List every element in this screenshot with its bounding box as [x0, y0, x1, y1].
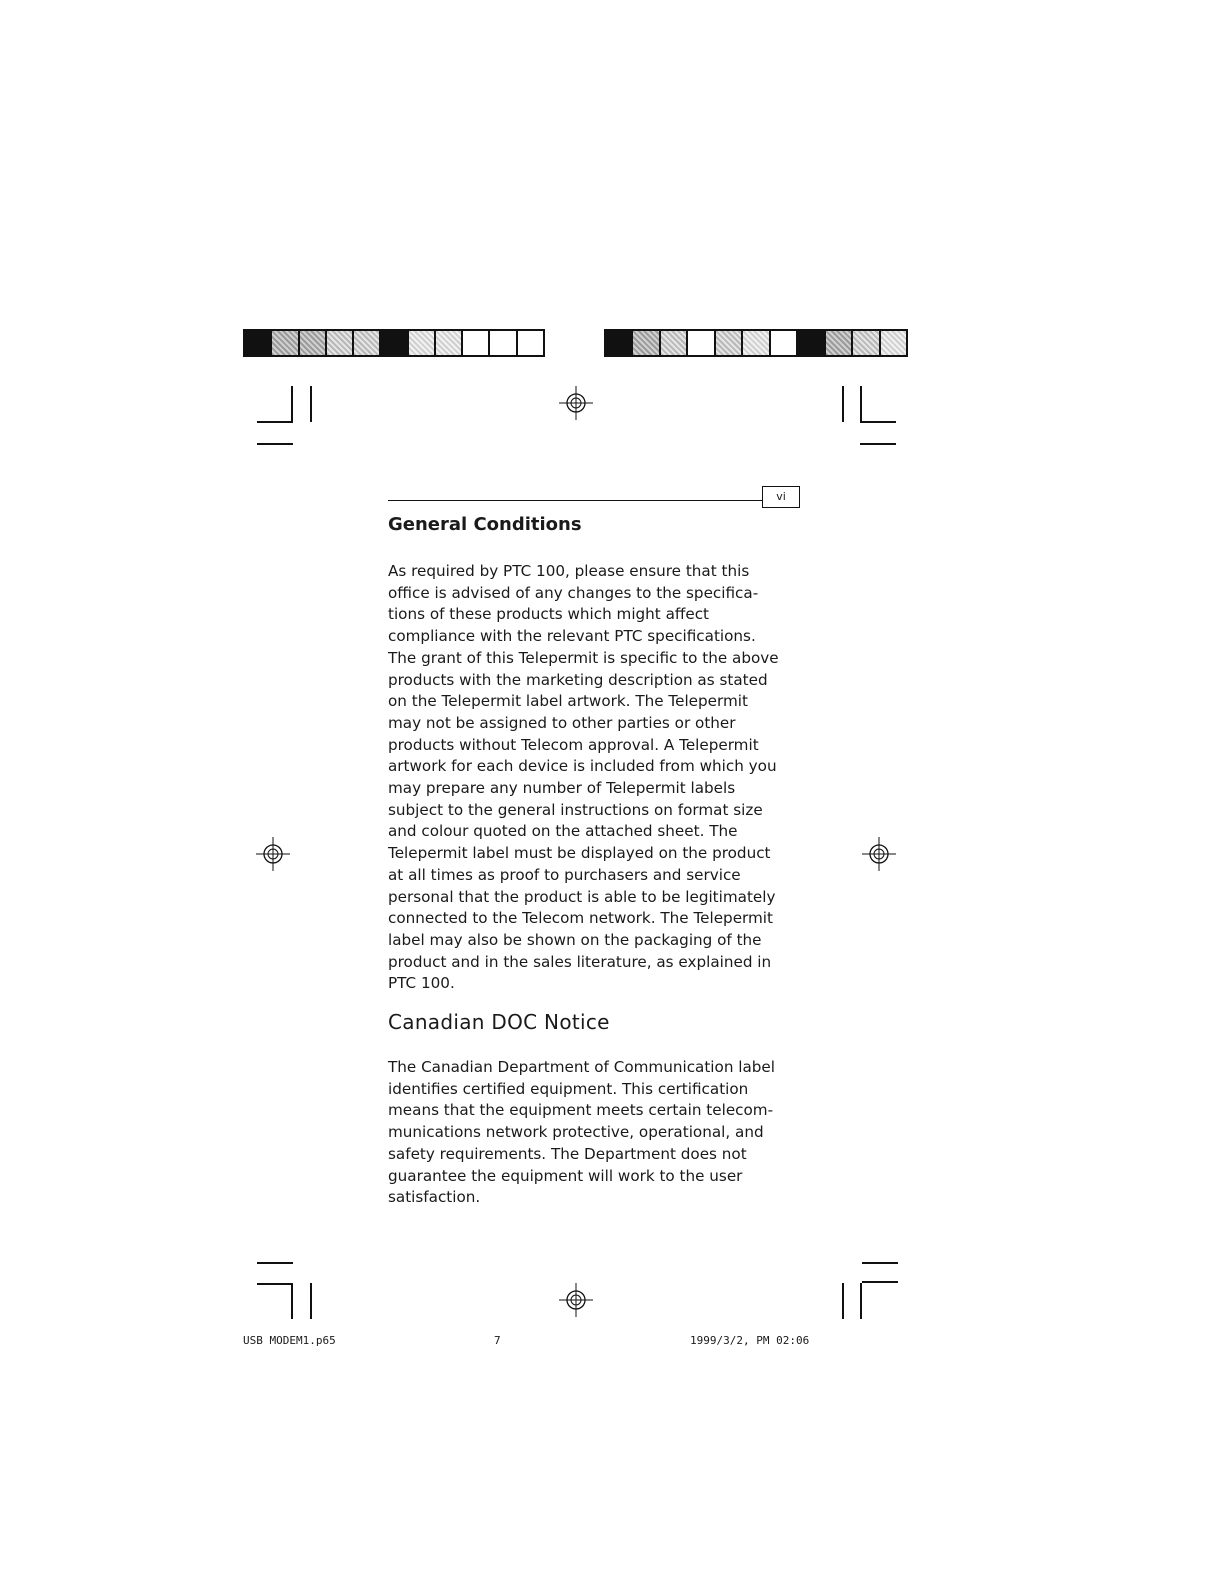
- section-title-canadian-doc-notice: Canadian DOC Notice: [388, 1010, 610, 1034]
- registration-mark-icon: [861, 836, 897, 872]
- section-body-canadian-doc-notice: The Canadian Department of Communication label identifies certified equipment. This certification means that the equipment meets certain telecom-munications network protective, operational, and safety requirements. The Department does not guarantee the equipment will work to the user satisfaction.: [388, 1058, 775, 1207]
- header-rule: [388, 500, 762, 501]
- print-color-bar-left: [243, 329, 545, 357]
- section-body-general-conditions: As required by PTC 100, please ensure that this office is advised of any changes to the specifica-tions of these products which might affect compliance with the relevant PTC specifications. The grant of this Telepermit is specific to the above products with the marketing description as stated on the Telepermit label artwork. The Telepermit may not be assigned to other parties or other products without Telecom approval. A Telepermit artwork for each device is included from which you may prepare any number of Telepermit labels subject to the general instructions on format size and colour quoted on the attached sheet. The Telepermit label must be displayed on the product at all times as proof to purchasers and service personal that the product is able to be legitimately connected to the Telecom network. The Telepermit label may also be shown on the packaging of the product and in the sales literature, as explained in PTC 100.: [388, 562, 779, 993]
- footer-file-name: USB MODEM1.p65: [243, 1334, 336, 1347]
- footer-page-number: 7: [494, 1334, 501, 1347]
- page-number-box: vi: [762, 486, 800, 508]
- registration-mark-icon: [255, 836, 291, 872]
- registration-mark-icon: [558, 385, 594, 421]
- print-color-bar-right: [604, 329, 908, 357]
- section-title-general-conditions: General Conditions: [388, 514, 582, 535]
- registration-mark-icon: [558, 1282, 594, 1318]
- footer-timestamp: 1999/3/2, PM 02:06: [690, 1334, 810, 1347]
